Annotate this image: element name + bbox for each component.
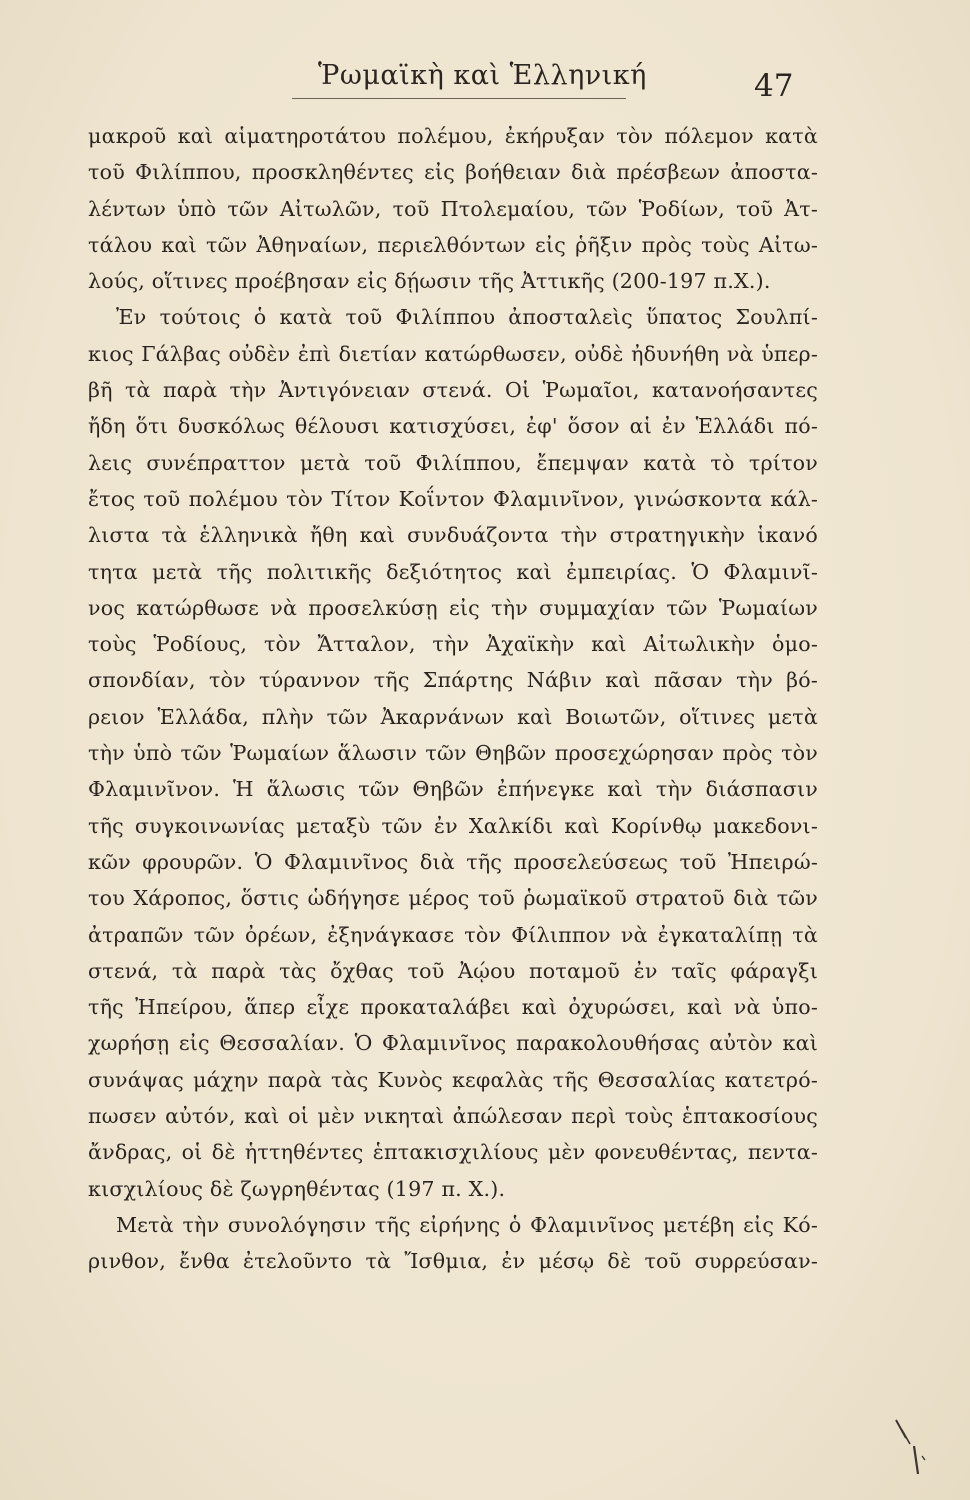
text-line: σπονδίαν, τὸν τύραννον τῆς Σπάρτης Νάβιν καὶ πᾶσαν τὴν βό- xyxy=(88,668,818,693)
body-text xyxy=(88,118,818,1280)
text-line: κιος Γάλβας οὐδὲν ἐπὶ διετίαν κατώρθωσεν, οὐδὲ ἠδυνήθη νὰ ὑπερ- xyxy=(88,341,818,366)
page-header xyxy=(0,60,970,110)
running-title: Ῥωμαϊκὴ καὶ Ἑλληνική xyxy=(318,60,647,91)
text-line: χωρήσῃ εἰς Θεσσαλίαν. Ὁ Φλαμινῖνος παρακολουθήσας αὐτὸν καὶ xyxy=(88,1031,818,1056)
text-line: τοῦ Φιλίππου, προσκληθέντες εἰς βοήθειαν διὰ πρέσβεων ἀποστα- xyxy=(88,160,818,185)
text-line: τητα μετὰ τῆς πολιτικῆς δεξιότητος καὶ ἐμπειρίας. Ὁ Φλαμινῖ- xyxy=(88,559,818,584)
text-line: ἄνδρας, οἱ δὲ ἡττηθέντες ἑπτακισχιλίους μὲν φονευθέντας, πεντα- xyxy=(88,1140,818,1165)
text-line: ρινθον, ἔνθα ἐτελοῦντο τὰ Ἴσθμια, ἐν μέσῳ δὲ τοῦ συρρεύσαν- xyxy=(88,1249,818,1274)
text-line: συνάψας μάχην παρὰ τὰς Κυνὸς κεφαλὰς τῆς Θεσσαλίας κατετρό- xyxy=(88,1067,818,1092)
text-line: ἤδη ὅτι δυσκόλως θέλουσι κατισχύσει, ἐφ' ὅσον αἱ ἐν Ἑλλάδι πό- xyxy=(88,414,818,439)
text-line: τάλου καὶ τῶν Ἀθηναίων, περιελθόντων εἰς ῥῆξιν πρὸς τοὺς Αἰτω- xyxy=(88,232,818,257)
text-line: Μετὰ τὴν συνολόγησιν τῆς εἰρήνης ὁ Φλαμινῖνος μετέβη εἰς Κό- xyxy=(116,1212,818,1237)
page-number: 47 xyxy=(754,68,794,104)
text-line: στενά, τὰ παρὰ τὰς ὄχθας τοῦ Ἀῴου ποταμοῦ ἐν ταῖς φάραγξι xyxy=(88,958,818,983)
header-rule xyxy=(292,98,626,99)
text-line: λούς, οἵτινες προέβησαν εἰς δῄωσιν τῆς Ἀττικῆς (200-197 π.Χ.). xyxy=(88,269,771,294)
text-line: τὴν ὑπὸ τῶν Ῥωμαίων ἅλωσιν τῶν Θηβῶν προσεχώρησαν πρὸς τὸν xyxy=(88,741,818,766)
text-line: τοὺς Ῥοδίους, τὸν Ἄτταλον, τὴν Ἀχαϊκὴν καὶ Αἰτωλικὴν ὁμο- xyxy=(88,632,818,657)
text-line: Ἐν τούτοις ὁ κατὰ τοῦ Φιλίππου ἀποσταλεὶς ὕπατος Σουλπί- xyxy=(116,305,818,330)
text-line: νος κατώρθωσε νὰ προσελκύσῃ εἰς τὴν συμμαχίαν τῶν Ῥωμαίων xyxy=(88,595,818,620)
text-line: Φλαμινῖνον. Ἡ ἅλωσις τῶν Θηβῶν ἐπήνεγκε καὶ τὴν διάσπασιν xyxy=(88,777,818,802)
pencil-mark-icon xyxy=(892,1416,932,1476)
text-line: πωσεν αὐτόν, καὶ οἱ μὲν νικηταὶ ἀπώλεσαν περὶ τοὺς ἑπτακοσίους xyxy=(88,1104,818,1129)
text-line: λεις συνέπραττον μετὰ τοῦ Φιλίππου, ἔπεμψαν κατὰ τὸ τρίτον xyxy=(88,450,818,475)
text-line: βῆ τὰ παρὰ τὴν Ἀντιγόνειαν στενά. Οἱ Ῥωμαῖοι, κατανοήσαντες xyxy=(88,378,818,403)
text-line: λέντων ὑπὸ τῶν Αἰτωλῶν, τοῦ Πτολεμαίου, τῶν Ῥοδίων, τοῦ Ἀτ- xyxy=(88,196,818,221)
text-line: κισχιλίους δὲ ζωγρηθέντας (197 π. Χ.). xyxy=(88,1176,506,1201)
text-line: τῆς Ἠπείρου, ἅπερ εἶχε προκαταλάβει καὶ ὀχυρώσει, καὶ νὰ ὑπο- xyxy=(88,995,818,1020)
text-line: τῆς συγκοινωνίας μεταξὺ τῶν ἐν Χαλκίδι καὶ Κορίνθῳ μακεδονι- xyxy=(88,813,818,838)
text-line: λιστα τὰ ἑλληνικὰ ἤθη καὶ συνδυάζοντα τὴν στρατηγικὴν ἱκανό xyxy=(88,523,818,548)
text-line: κῶν φρουρῶν. Ὁ Φλαμινῖνος διὰ τῆς προσελεύσεως τοῦ Ἠπειρώ- xyxy=(88,849,818,874)
text-line: του Χάροπος, ὅστις ὡδήγησε μέρος τοῦ ῥωμαϊκοῦ στρατοῦ διὰ τῶν xyxy=(88,886,818,911)
text-line: ρειον Ἑλλάδα, πλὴν τῶν Ἀκαρνάνων καὶ Βοιωτῶν, οἵτινες μετὰ xyxy=(88,704,818,729)
text-line: ἔτος τοῦ πολέμου τὸν Τίτον Κοΐντον Φλαμινῖνον, γινώσκοντα κάλ- xyxy=(88,486,818,511)
text-line: μακροῦ καὶ αἱματηροτάτου πολέμου, ἐκήρυξαν τὸν πόλεμον κατὰ xyxy=(88,124,818,148)
text-line: ἀτραπῶν τῶν ὀρέων, ἐξηνάγκασε τὸν Φίλιππον νὰ ἐγκαταλίπῃ τὰ xyxy=(88,922,818,947)
